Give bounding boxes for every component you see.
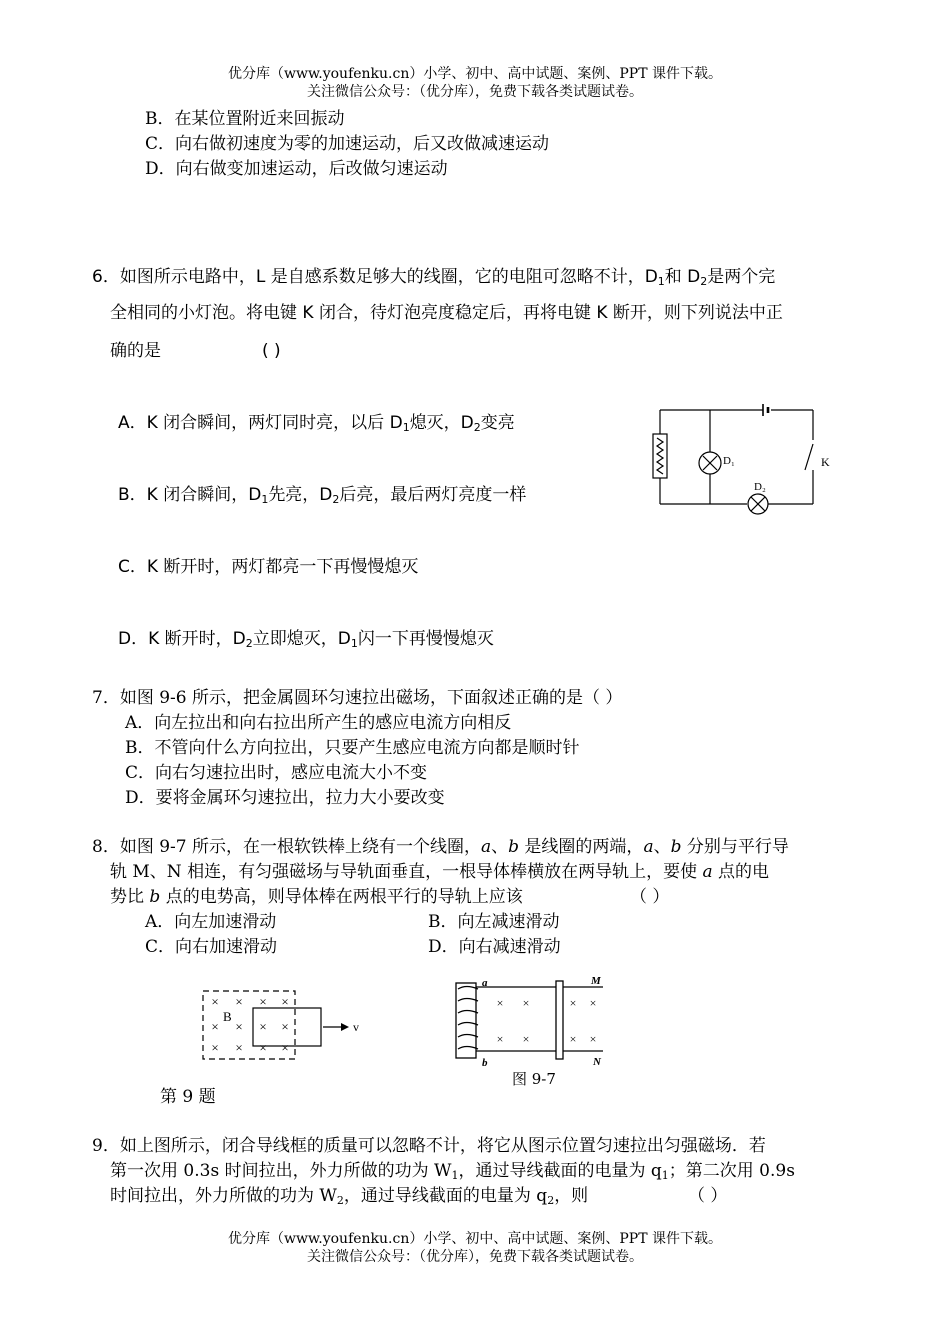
- fig-9-7-caption: 图 9-7: [512, 1070, 556, 1088]
- q9-magnetic-field-figure: [195, 985, 375, 1065]
- q6-stem-line-1: 6．如图所示电路中，L 是自感系数足够大的线圈，它的电阻可忽略不计，$D_1$和 $D_2$是两个完: [92, 267, 776, 288]
- q9-field-mark: ×: [235, 1040, 243, 1055]
- q9-field-mark: ×: [211, 1040, 219, 1055]
- q9-figure-caption: 第 9 题: [160, 1087, 216, 1107]
- q7-option-c: C．向右匀速拉出时，感应电流大小不变: [125, 763, 428, 783]
- q9-answer-blank: （ ）: [688, 1186, 728, 1206]
- fig97-field-mark: ×: [569, 1032, 577, 1046]
- q8-option-d: D．向右减速滑动: [428, 937, 561, 957]
- q6-fig-d1-label: D₁: [723, 455, 735, 467]
- q9-field-mark: ×: [235, 1019, 243, 1034]
- fig97-field-mark: ×: [589, 996, 597, 1010]
- q7-stem: 7．如图 9-6 所示，把金属圆环匀速拉出磁场，下面叙述正确的是（ ）: [92, 688, 623, 708]
- footer-line-1: 优分库（www.youfenku.cn）小学、初中、高中试题、案例、PPT 课件下载。: [227, 1231, 722, 1247]
- fig97-a-label: a: [482, 977, 488, 989]
- fig97-field-mark: ×: [522, 996, 530, 1010]
- fig97-field-mark: ×: [496, 1032, 504, 1046]
- q9-velocity-label: v: [353, 1020, 359, 1034]
- q8-stem-line-3: 势比 b 点的电势高，则导体棒在两根平行的导轨上应该: [110, 887, 523, 907]
- q9-field-mark: ×: [259, 1019, 267, 1034]
- q5-option-c: C．向右做初速度为零的加速运动，后又改做减速运动: [145, 134, 550, 154]
- q9-field-mark: ×: [211, 1019, 219, 1034]
- q9-field-mark: ×: [281, 1040, 289, 1055]
- q6-stem-line-2: 全相同的小灯泡。将电键 K 闭合，待灯泡亮度稳定后，再将电键 K 断开，则下列说法中正: [110, 303, 783, 323]
- q9-field-mark: ×: [259, 994, 267, 1009]
- q6-fig-d2-label: D₂: [754, 481, 766, 493]
- q7-option-a: A．向左拉出和向右拉出所产生的感应电流方向相反: [125, 713, 512, 733]
- q9-field-mark: ×: [281, 994, 289, 1009]
- q9-field-mark: ×: [211, 994, 219, 1009]
- q7-option-d: D．要将金属环匀速拉出，拉力大小要改变: [125, 788, 445, 808]
- fig97-field-mark: ×: [496, 996, 504, 1010]
- q6-option-b: B．K 闭合瞬间，$D_1$先亮，$D_2$后亮，最后两灯亮度一样: [118, 485, 527, 506]
- q8-answer-blank: （ ）: [630, 887, 670, 907]
- q9-stem-line-3: 时间拉出，外力所做的功为 $W_2$，通过导线截面的电量为 $q_2$，则: [110, 1186, 589, 1207]
- fig97-n-label: N: [593, 1056, 601, 1068]
- header-line-1: 优分库（www.youfenku.cn）小学、初中、高中试题、案例、PPT 课件下载。: [227, 66, 722, 82]
- q9-stem-line-1: 9．如上图所示，闭合导线框的质量可以忽略不计，将它从图示位置匀速拉出匀强磁场．若: [92, 1136, 766, 1156]
- q9-stem-line-2: 第一次用 0.3s 时间拉出，外力所做的功为 $W_1$，通过导线截面的电量为 $q_1$；第二次用 0.9s: [110, 1161, 795, 1182]
- q9-field-mark: ×: [281, 1019, 289, 1034]
- fig97-field-mark: ×: [589, 1032, 597, 1046]
- footer-line-2: 关注微信公众号：（优分库），免费下载各类试题试卷。: [307, 1249, 643, 1265]
- q9-field-mark: ×: [259, 1040, 267, 1055]
- fig97-field-mark: ×: [569, 996, 577, 1010]
- q8-option-a: A．向左加速滑动: [145, 912, 277, 932]
- q5-option-d: D．向右做变加速运动，后改做匀速运动: [145, 159, 448, 179]
- fig-9-7-diagram: [448, 975, 608, 1070]
- fig97-b-label: b: [482, 1057, 488, 1069]
- q5-option-b: B．在某位置附近来回振动: [145, 109, 345, 129]
- header-line-2: 关注微信公众号：（优分库），免费下载各类试题试卷。: [307, 84, 643, 100]
- fig97-field-mark: ×: [522, 1032, 530, 1046]
- q6-fig-k-label: K: [821, 455, 830, 469]
- fig97-m-label: M: [591, 975, 601, 987]
- q8-option-c: C．向右加速滑动: [145, 937, 278, 957]
- q7-option-b: B．不管向什么方向拉出，只要产生感应电流方向都是顺时针: [125, 738, 580, 758]
- q6-option-d: D．K 断开时，$D_2$立即熄灭，$D_1$闪一下再慢慢熄灭: [118, 629, 494, 650]
- q6-stem-line-3: 确的是: [110, 341, 161, 361]
- q8-option-b: B．向左减速滑动: [428, 912, 560, 932]
- q6-option-a: A．K 闭合瞬间，两灯同时亮，以后 $D_1$熄灭，$D_2$变亮: [118, 413, 515, 434]
- q6-answer-blank: ( ): [262, 341, 281, 361]
- q9-field-label: B: [223, 1009, 232, 1024]
- q8-stem-line-2: 轨 M、N 相连，有匀强磁场与导轨面垂直，一根导体棒横放在两导轨上，要使 a 点的电: [110, 862, 770, 882]
- q8-stem-line-1: 8．如图 9-7 所示，在一根软铁棒上绕有一个线圈，a、b 是线圈的两端，a、b 分别与平行导: [92, 837, 789, 857]
- q6-option-c: C．K 断开时，两灯都亮一下再慢慢熄灭: [118, 557, 419, 577]
- q9-field-mark: ×: [235, 994, 243, 1009]
- q6-circuit-diagram: [650, 402, 840, 520]
